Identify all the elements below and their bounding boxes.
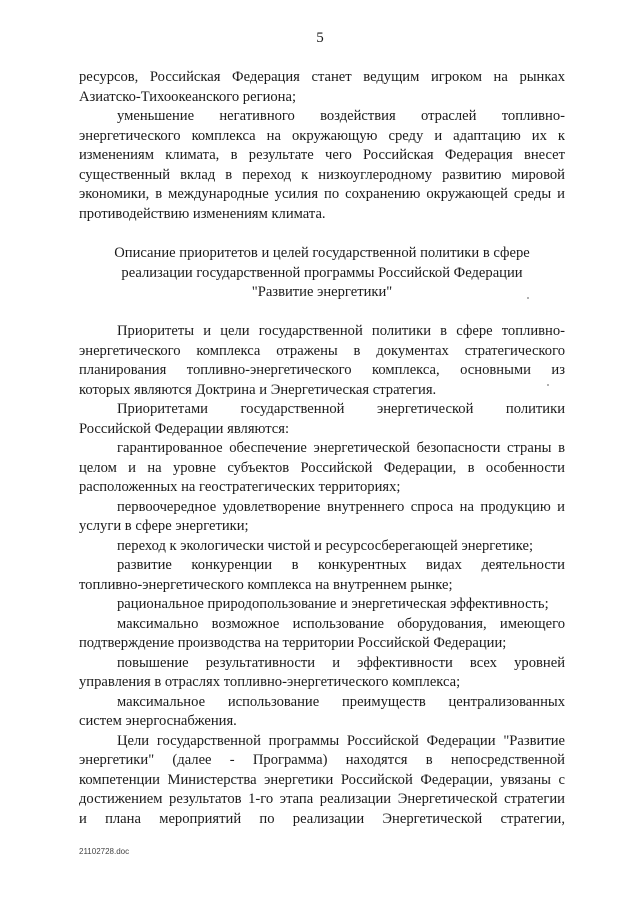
- text-line: экономики, в международные усилия по сохранению окружающей среды и: [79, 186, 565, 202]
- file-name-footer: 21102728.doc: [79, 847, 130, 856]
- text-line: энергетического комплекса отражены в документах стратегического: [79, 342, 565, 359]
- text-line: и плана мероприятий по реализации Энергетической стратегии,: [79, 810, 565, 827]
- text-line: противодействию изменениям климата.: [79, 205, 326, 222]
- text-line: Описание приоритетов и целей государственной политики в сфере: [114, 245, 530, 261]
- text-line: существенный вклад в переход к низкоуглеродному развитию мировой: [79, 166, 565, 183]
- paragraph: [79, 107, 565, 224]
- text-line: энергетического комплекса на окружающую среду и адаптацию их к: [79, 127, 565, 144]
- text-line: Российской Федерации являются:: [79, 420, 290, 437]
- text-line: Цели государственной программы Российской Федерации "Развитие: [117, 732, 565, 749]
- text-line: Приоритетами государственной энергетической политики: [117, 401, 565, 417]
- text-line: уменьшение негативного воздействия отраслей топливно-: [117, 108, 565, 124]
- text-line: первоочередное удовлетворение внутреннего спроса на продукцию и: [117, 498, 565, 515]
- paragraph: [79, 322, 565, 829]
- text-line: топливно-энергетического комплекса на внутреннем рынке;: [79, 576, 453, 593]
- text-line: энергетики" (далее - Программа) находятся в непосредственной: [79, 752, 565, 768]
- text-line: целом и на уровне субъектов Российской Федерации, в особенности: [79, 459, 565, 476]
- section-heading: [79, 244, 565, 303]
- text-line: изменениям климата, в результате чего Российская Федерация внесет: [79, 147, 565, 163]
- text-line: ресурсов, Российская Федерация станет ведущим игроком на рынках: [79, 69, 565, 85]
- text-line: переход к экологически чистой и ресурсосберегающей энергетике;: [117, 537, 534, 554]
- text-line: которых являются Доктрина и Энергетическая стратегия.: [79, 381, 437, 398]
- text-line: Приоритеты и цели государственной политики в сфере топливно-: [117, 323, 565, 339]
- text-line: расположенных на геостратегических территориях;: [79, 479, 401, 495]
- text-line: услуги в сфере энергетики;: [79, 518, 249, 534]
- text-line: рациональное природопользование и энергетическая эффективность;: [117, 596, 549, 612]
- paragraph: [79, 68, 565, 107]
- scan-speck: [527, 297, 529, 299]
- text-line: развитие конкуренции в конкурентных видах деятельности: [117, 557, 565, 573]
- text-line: систем энергоснабжения.: [79, 713, 237, 729]
- text-line: реализации государственной программы Российской Федерации: [121, 264, 523, 281]
- text-line: компетенции Министерства энергетики Российской Федерации, увязаны с: [79, 771, 565, 788]
- text-line: максимальное использование преимуществ централизованных: [117, 693, 565, 710]
- text-line: "Развитие энергетики": [251, 284, 393, 300]
- text-line: повышение результативности и эффективности всех уровней: [117, 654, 565, 671]
- text-line: гарантированное обеспечение энергетической безопасности страны в: [117, 440, 565, 456]
- text-line: планирования топливно-энергетического комплекса, основными из: [79, 362, 565, 378]
- text-line: достижением результатов 1-го этапа реализации Энергетической стратегии: [79, 791, 565, 807]
- page-number: 5: [316, 30, 324, 46]
- scan-speck: [547, 384, 549, 386]
- text-line: максимально возможное использование оборудования, имеющего: [117, 615, 565, 632]
- text-line: подтверждение производства на территории Российской Федерации;: [79, 635, 507, 651]
- text-line: управления в отраслях топливно-энергетического комплекса;: [79, 674, 461, 690]
- text-line: Азиатско-Тихоокеанского региона;: [79, 88, 297, 105]
